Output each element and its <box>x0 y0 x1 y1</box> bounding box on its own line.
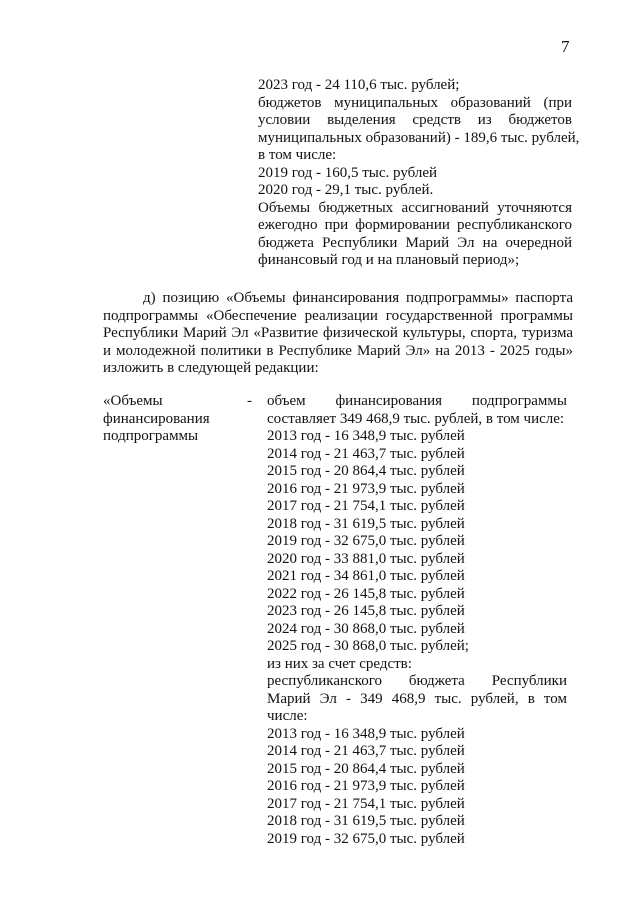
text-line: условии выделения средств из бюджетов <box>258 112 572 128</box>
value-line: 2024 год - 30 868,0 тыс. рублей <box>267 620 465 637</box>
value-line: 2015 год - 20 864,4 тыс. рублей <box>267 760 465 777</box>
value-line: 2013 год - 16 348,9 тыс. рублей <box>267 428 465 444</box>
text-line: подпрограммы «Обеспечение реализации государственной программы <box>103 307 573 324</box>
value-line: 2018 год - 31 619,5 тыс. рублей <box>267 515 465 532</box>
text-line: в том числе: <box>258 147 337 163</box>
financing-continuation-block <box>258 77 580 270</box>
value-line: 2015 год - 20 864,4 тыс. рублей <box>267 463 465 479</box>
value-line: 2018 год - 31 619,5 тыс. рублей <box>267 813 465 829</box>
text-line: и молодежной политики в Республике Марий Эл» на 2013 - 2025 годы» <box>103 342 573 359</box>
text-line: 2023 год - 24 110,6 тыс. рублей; <box>258 77 460 93</box>
value-line: 2017 год - 21 754,1 тыс. рублей <box>267 795 465 812</box>
value-line: 2022 год - 26 145,8 тыс. рублей <box>267 585 465 602</box>
value-line: 2016 год - 21 973,9 тыс. рублей <box>267 778 465 794</box>
value-line: 2019 год - 32 675,0 тыс. рублей <box>267 533 465 549</box>
value-line: 2023 год - 26 145,8 тыс. рублей <box>267 603 465 619</box>
value-line: 2019 год - 32 675,0 тыс. рублей <box>267 830 465 847</box>
value-line: республиканского бюджета Республики <box>267 673 567 689</box>
page-number: 7 <box>561 37 570 56</box>
value-line: 2014 год - 21 463,7 тыс. рублей <box>267 743 465 759</box>
text-line: изложить в следующей редакции: <box>103 360 319 376</box>
value-line: Марий Эл - 349 468,9 тыс. рублей, в том <box>267 690 567 707</box>
text-line: д) позицию «Объемы финансирования подпрограммы» паспорта <box>143 290 573 306</box>
value-line: 2020 год - 33 881,0 тыс. рублей <box>267 550 465 567</box>
text-line: финансовый год и на плановый период»; <box>258 252 520 268</box>
value-line: числе: <box>267 708 308 724</box>
value-line: 2025 год - 30 868,0 тыс. рублей; <box>267 638 469 654</box>
table-dash: - <box>247 393 252 409</box>
text-line: муниципальных образований) - 189,6 тыс. рублей, <box>258 129 580 146</box>
value-line: из них за счет средств: <box>267 655 412 672</box>
text-line: ежегодно при формировании республиканского <box>258 217 572 233</box>
text-line: 2019 год - 160,5 тыс. рублей <box>258 164 438 181</box>
text-line: бюджетов муниципальных образований (при <box>258 94 572 111</box>
amendment-paragraph <box>103 290 573 378</box>
value-line: 2017 год - 21 754,1 тыс. рублей <box>267 498 465 514</box>
text-line: Республики Марий Эл «Развитие физической культуры, спорта, туризма <box>103 325 573 341</box>
label-line: финансирования <box>103 410 210 427</box>
text-line: 2020 год - 29,1 тыс. рублей. <box>258 182 434 198</box>
table-label-cell <box>103 393 253 446</box>
value-line: 2021 год - 34 861,0 тыс. рублей <box>267 568 465 584</box>
label-line: «Объемы <box>103 393 163 409</box>
text-line: Объемы бюджетных ассигнований уточняются <box>258 199 572 216</box>
value-line: 2013 год - 16 348,9 тыс. рублей <box>267 725 465 742</box>
value-line: составляет 349 468,9 тыс. рублей, в том числе: <box>267 410 565 427</box>
value-line: 2014 год - 21 463,7 тыс. рублей <box>267 445 465 462</box>
value-line: 2016 год - 21 973,9 тыс. рублей <box>267 480 465 497</box>
table-value-cell <box>267 393 567 848</box>
value-line: объем финансирования подпрограммы <box>267 393 567 409</box>
text-line: бюджета Республики Марий Эл на очередной <box>258 234 572 251</box>
label-line: подпрограммы <box>103 428 199 444</box>
